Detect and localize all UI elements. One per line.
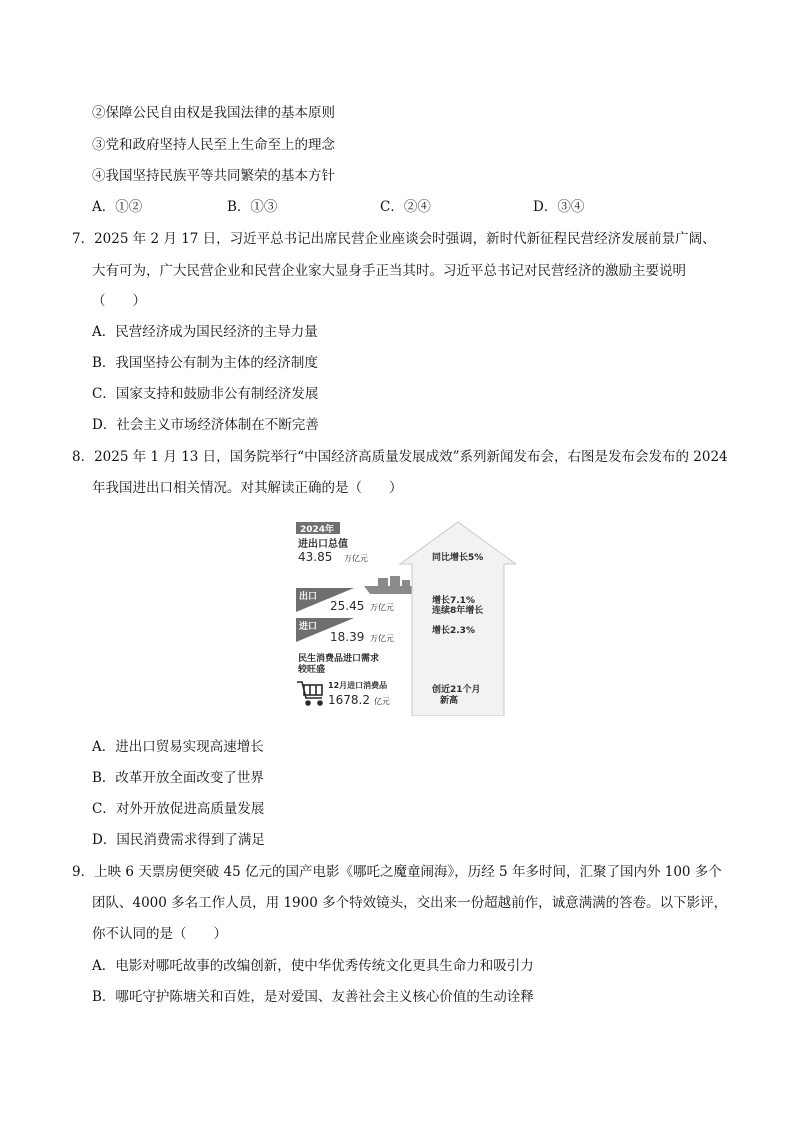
q9-stem-line-3: 你不认同的是（ ）: [92, 926, 227, 942]
export-value: 25.45: [330, 599, 365, 613]
total-unit: 万亿元: [344, 554, 368, 563]
q9-option-a[interactable]: A．电影对哪吒故事的改编创新，使中华优秀传统文化更具生命力和吸引力: [92, 958, 534, 974]
dec-label: 12月进口消费品: [328, 681, 388, 690]
dec-value: 1678.2: [328, 693, 370, 707]
dec-unit: 亿元: [374, 697, 390, 706]
record-line-2: 新高: [440, 696, 459, 706]
q8-stem-line-2: 年我国进出口相关情况。对其解读正确的是（ ）: [92, 480, 403, 496]
q8-option-c[interactable]: C．对外开放促进高质量发展: [92, 801, 265, 817]
q8-option-a[interactable]: A．进出口贸易实现高速增长: [92, 739, 264, 755]
q7-answer-blank: （ ）: [92, 293, 146, 309]
q6-item-3: ③党和政府坚持人民至上生命至上的理念: [92, 137, 335, 153]
q7-option-d[interactable]: D．社会主义市场经济体制在不断完善: [92, 417, 319, 433]
total-label: 进出口总值: [298, 539, 348, 550]
trade-infographic-svg: [294, 520, 516, 716]
q9-option-b[interactable]: B．哪吒守护陈塘关和百姓，是对爱国、友善社会主义核心价值的生动诠释: [92, 989, 534, 1005]
export-growth: 增长7.1%: [432, 596, 475, 606]
q9-stem-line-1: 9．上映 6 天票房便突破 45 亿元的国产电影《哪吒之魔童闹海》，历经 5 年多时间，汇聚了国内外 100 多个: [72, 864, 722, 880]
q6-option-d[interactable]: D．③④: [533, 199, 585, 215]
export-label: 出口: [299, 592, 318, 602]
q9-stem-line-2: 团队、4000 多名工作人员，用 1900 多个特效镜头，交出来一份超越前作，诚意满满的答卷。以下影评，: [92, 895, 728, 911]
q8-option-b[interactable]: B．改革开放全面改变了世界: [92, 770, 264, 786]
q6-item-4: ④我国坚持民族平等共同繁荣的基本方针: [92, 168, 335, 184]
q7-stem-line-1: 7．2025 年 2 月 17 日，习近平总书记出席民营企业座谈会时强调，新时代新征程民营经济发展前景广阔、: [72, 231, 716, 247]
q6-option-a[interactable]: A．①②: [92, 199, 143, 215]
total-value: 43.85: [298, 550, 333, 564]
q8-stem-line-1: 8．2025 年 1 月 13 日，国务院举行“中国经济高质量发展成效”系列新闻发布会，右图是发布会发布的 2024: [72, 449, 728, 465]
year-label: 2024年: [300, 525, 335, 535]
import-growth: 增长2.3%: [432, 626, 475, 636]
export-unit: 万亿元: [370, 603, 394, 612]
q6-option-b[interactable]: B．①③: [227, 199, 278, 215]
record-line-1: 创近21个月: [432, 685, 481, 695]
q8-option-d[interactable]: D．国民消费需求得到了满足: [92, 832, 265, 848]
cart-icon: [297, 682, 322, 705]
import-unit: 万亿元: [370, 634, 394, 643]
q7-stem-line-2: 大有可为，广大民营企业和民营企业家大显身手正当其时。习近平总书记对民营经济的激励主要说明: [92, 263, 686, 279]
q6-item-2: ②保障公民自由权是我国法律的基本原则: [92, 105, 335, 121]
consumer-line-1: 民生消费品进口需求: [298, 654, 380, 664]
q7-option-b[interactable]: B．我国坚持公有制为主体的经济制度: [92, 355, 318, 371]
q7-option-c[interactable]: C．国家支持和鼓励非公有制经济发展: [92, 386, 319, 402]
consumer-line-2: 较旺盛: [298, 665, 326, 675]
total-growth: 同比增长5%: [432, 553, 484, 563]
import-label: 进口: [299, 622, 318, 632]
import-value: 18.39: [330, 630, 365, 644]
q7-option-a[interactable]: A．民营经济成为国民经济的主导力量: [92, 324, 318, 340]
q6-option-c[interactable]: C．②④: [380, 199, 431, 215]
trade-infographic: [294, 520, 516, 716]
export-streak: 连续8年增长: [432, 606, 484, 616]
